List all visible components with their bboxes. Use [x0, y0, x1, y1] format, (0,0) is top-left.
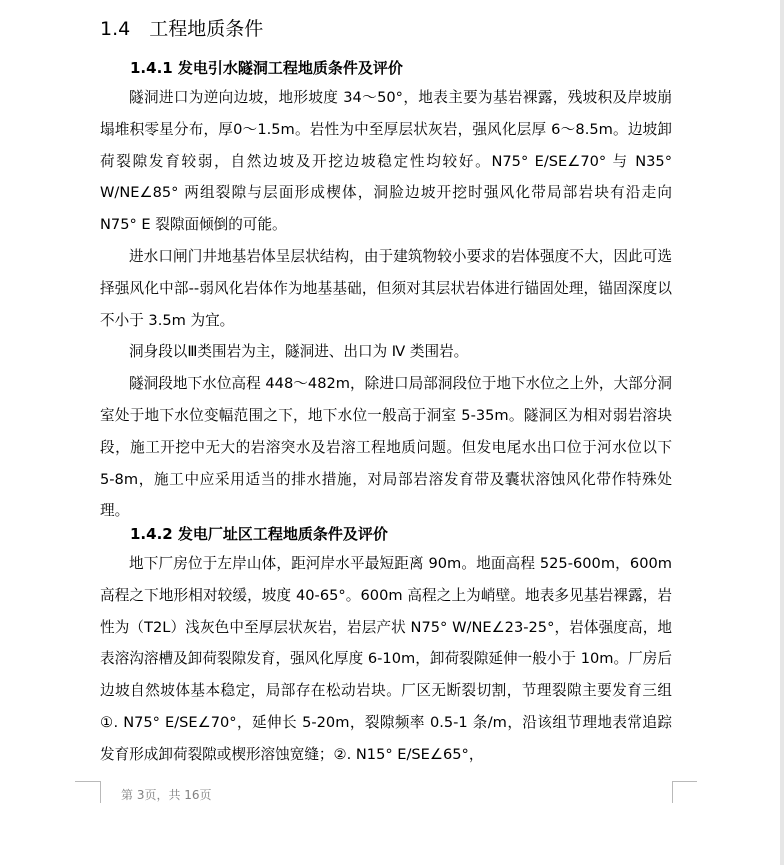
subsection-2-body — [100, 548, 672, 771]
section-heading: 1.4 工程地质条件 — [100, 18, 264, 40]
subsection-heading-2: 1.4.2 发电厂址区工程地质条件及评价 — [130, 525, 388, 543]
paragraph: 洞身段以Ⅲ类围岩为主，隧洞进、出口为 Ⅳ 类围岩。 — [129, 343, 469, 361]
paragraph: 隧洞段地下水位高程 448～482m，除进口局部洞段位于地下水位之上外，大部分洞室处于地下水位变幅范围之下，地下水位一般高于洞室 5-35m。隧洞区为相对弱岩溶块段，施工开挖中无大的岩溶突水及岩溶工程地质问题。但发电尾水出口位于河水位以下 5-8m，施工中应采用适当的排水措施，对局部岩溶发育带及囊状溶蚀风化带作特殊处理。 — [100, 375, 672, 520]
page-number-footer: 第 3页，共 16页 — [121, 788, 212, 802]
subsection-heading-1: 1.4.1 发电引水隧洞工程地质条件及评价 — [130, 59, 403, 77]
page-edge — [780, 0, 784, 865]
paragraph: 进水口闸门井地基岩体呈层状结构，由于建筑物较小要求的岩体强度不大，因此可选择强风化中部--弱风化岩体作为地基基础，但须对其层状岩体进行锚固处理，锚固深度以不小于 3.5m 为宜。 — [100, 247, 672, 329]
subsection-1-body — [100, 82, 672, 527]
paragraph: 地下厂房位于左岸山体，距河岸水平最短距离 90m。地面高程 525-600m，600m 高程之下地形相对较缓，坡度 40-65°。600m 高程之上为峭壁。地表多见基岩裸露，岩性为（T2L）浅灰色中至厚层状灰岩，岩层产状 N75° W/NE∠23-25°，岩体强度高，地表溶沟溶槽及卸荷裂隙发育，强风化厚度 6-10m，卸荷裂隙延伸一般小于 10m。厂房后边坡自然坡体基本稳定，局部存在松动岩块。厂区无断裂切割，节理裂隙主要发育三组①. N75° E/SE∠70°，延伸长 5-20m，裂隙频率 0.5-1 条/m，沿该组节理地表常追踪发育形成卸荷裂隙或楔形溶蚀宽缝；②. N15° E/SE∠65°， — [100, 555, 672, 763]
paragraph: 隧洞进口为逆向边坡，地形坡度 34～50°，地表主要为基岩裸露，残坡积及岸坡崩塌堆积零星分布，厚0～1.5m。岩性为中至厚层状灰岩，强风化层厚 6～8.5m。边坡卸荷裂隙发育较弱，自然边坡及开挖边坡稳定性均较好。N75° E/SE∠70° 与 N35° W/NE∠85° 两组裂隙与层面形成楔体，洞脸边坡开挖时强风化带局部岩块有沿走向 N75° E 裂隙面倾倒的可能。 — [100, 89, 672, 234]
